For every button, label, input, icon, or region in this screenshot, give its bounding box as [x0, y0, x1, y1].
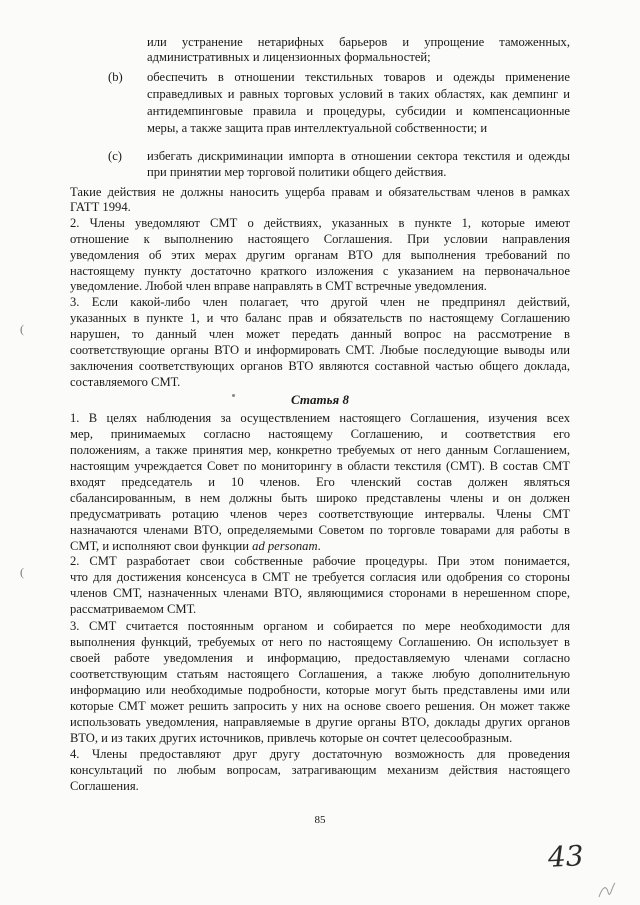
paragraph-3-line: заключения соответствующих органов ВТО являются составной частью общего доклада,: [70, 359, 570, 373]
list-item-b-line: обеспечить в отношении текстильных товаров и одежды применение: [147, 70, 570, 84]
article-8-paragraph-3-line: использовать уведомления, направляемые в другие органы ВТО, доклады других органов: [70, 715, 570, 729]
paragraph-3-line: указанных в пункте 1, и что баланс прав и обязательств по настоящему Соглашению: [70, 311, 570, 325]
article-8-paragraph-1-line: сбалансированным, в нем должны быть широко представлены члены и он должен: [70, 491, 570, 505]
scan-speck: [232, 394, 235, 397]
handwritten-folio-number: 43: [547, 839, 585, 874]
paragraph-line: ГАТТ 1994.: [70, 200, 131, 214]
paragraph-2-line: отношение к выполнению настоящего Соглашения. При условии направления: [70, 232, 570, 246]
article-8-paragraph-3-line: информацию или необходимые подробности, которые могут быть представлены ими или: [70, 683, 570, 697]
article-8-paragraph-4-line: консультаций по любым вопросам, затрагивающим механизм действия настоящего: [70, 763, 570, 777]
article-8-paragraph-3-line: соответствующим статьям настоящего Соглашения, а также любую дополнительную: [70, 667, 570, 681]
paragraph-3-line: составляемого СМТ.: [70, 375, 181, 389]
paragraph-3-line: 3. Если какой-либо член полагает, что другой член не предпринял действий,: [70, 295, 570, 309]
paragraph-3-line: нарушен, то данный член может передать данный вопрос на рассмотрение в: [70, 327, 570, 341]
article-8-paragraph-3-line: ВТО, и из таких других источников, привлечь которые он сочтет целесообразным.: [70, 731, 513, 745]
article-8-paragraph-1-line: назначаются членами ВТО, определяемыми Советом по торговле товарами для работы в: [70, 523, 570, 537]
article-8-paragraph-4-line: Соглашения.: [70, 779, 139, 793]
article-8-paragraph-3-line: 3. СМТ считается постоянным органом и собирается по мере необходимости для: [70, 619, 570, 633]
list-continuation-line: или устранение нетарифных барьеров и упрощение таможенных,: [147, 35, 570, 49]
page-number: 85: [314, 814, 326, 826]
ad-personam-term: ad personam: [252, 539, 318, 553]
article-8-paragraph-1-line: предусматривать ротацию членов через соответствующие интервалы. Члены СМТ: [70, 507, 570, 521]
paragraph-2-line: настоящему пункту достаточно краткого изложения с указанием на первоначальное: [70, 264, 570, 278]
article-8-paragraph-1-line: 1. В целях наблюдения за осуществлением настоящего Соглашения, изучения всех: [70, 411, 570, 425]
article-8-paragraph-2-line: членов СМТ, назначенных членами ВТО, являющимися сторонами в нерешенном споре,: [70, 586, 570, 600]
article-8-paragraph-1-line: входят председатель и 10 членов. Его членский состав должен являться: [70, 475, 570, 489]
article-8-paragraph-1-line: мер, принимаемых согласно настоящему Соглашению, и соответствия его: [70, 427, 570, 441]
article-8-paragraph-3-line: выполнения функций, требуемых от него по настоящему Соглашению. Он использует в: [70, 635, 570, 649]
article-8-paragraph-2-line: рассматриваемом СМТ.: [70, 602, 197, 616]
article-8-paragraph-1-line: настоящим учреждается Совет по мониторингу в области текстиля (СМТ). В состав СМТ: [70, 459, 570, 473]
paragraph-2-line: уведомление. Любой член вправе направлять в СМТ встречные уведомления.: [70, 279, 487, 293]
article-heading: Статья 8: [291, 392, 349, 407]
list-item-b-line: антидемпинговые правила и процедуры, субсидии и компенсационные: [147, 104, 570, 118]
scan-margin-mark: (: [20, 565, 24, 579]
scan-corner-scribble: [596, 880, 618, 900]
paragraph-3-line: соответствующие органы ВТО и информировать СМТ. Любые последующие выводы или: [70, 343, 570, 357]
article-8-paragraph-1-line: СМТ, и исполняют свои функции ad personam.: [70, 539, 321, 553]
article-8-paragraph-2-line: 2. СМТ разработает свои собственные рабочие процедуры. При этом понимается,: [70, 554, 570, 568]
paragraph-line: Такие действия не должны наносить ущерба правам и обязательствам членов в рамках: [70, 185, 570, 199]
article-8-paragraph-3-line: своей работе уведомления и информацию, предоставляемую членами согласно: [70, 651, 570, 665]
article-8-paragraph-2-line: что для достижения консенсуса в СМТ не требуется согласия или одобрения со стороны: [70, 570, 570, 584]
list-continuation-line: административных и лицензионных формальностей;: [147, 50, 431, 64]
article-8-paragraph-3-line: которые СМТ может решить запросить у них на основе своего решения. Он может также: [70, 699, 570, 713]
paragraph-2-line: 2. Члены уведомляют СМТ о действиях, указанных в пункте 1, которые имеют: [70, 216, 570, 230]
list-item-b-line: справедливых и равных торговых условий в таких областях, как демпинг и: [147, 87, 570, 101]
paragraph-2-line: уведомления об этих мерах другим органам ВТО для выполнения требований по: [70, 248, 570, 262]
article-8-paragraph-1-line: положениям, а также принятия мер, конкретно требуемых от него данным Соглашением,: [70, 443, 570, 457]
list-item-b-line: меры, а также защита прав интеллектуальной собственности; и: [147, 121, 488, 135]
scan-margin-mark: (: [20, 322, 24, 336]
list-item-c-line: при принятии мер торговой политики общего действия.: [147, 165, 447, 179]
art8-p1-tail-text: СМТ, и исполняют свои функции: [70, 539, 253, 553]
list-item-c-line: избегать дискриминации импорта в отношении сектора текстиля и одежды: [147, 149, 570, 163]
list-label-c: (c): [108, 149, 122, 163]
list-label-b: (b): [108, 70, 123, 84]
article-8-paragraph-4-line: 4. Члены предоставляют друг другу достаточную возможность для проведения: [70, 747, 570, 761]
